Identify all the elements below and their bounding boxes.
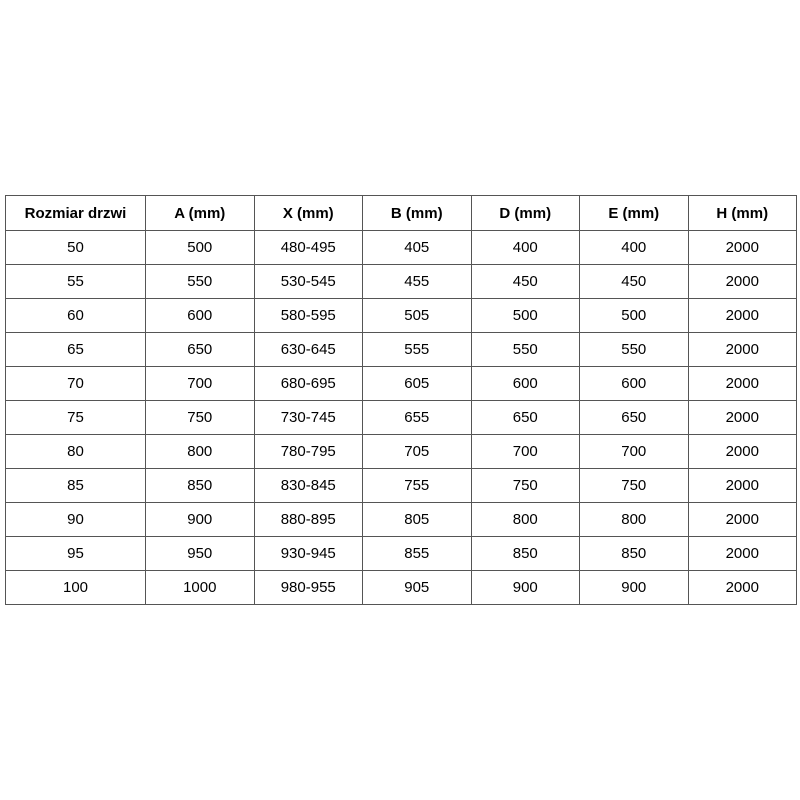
header-row bbox=[6, 196, 797, 231]
dimension-cell: 730-745 bbox=[254, 401, 363, 435]
dimension-cell: 900 bbox=[471, 571, 580, 605]
dimension-cell: 855 bbox=[363, 537, 472, 571]
door-size-cell: 65 bbox=[6, 333, 146, 367]
door-size-cell: 85 bbox=[6, 469, 146, 503]
table-row bbox=[6, 401, 797, 435]
dimension-cell: 705 bbox=[363, 435, 472, 469]
dimension-cell: 805 bbox=[363, 503, 472, 537]
door-size-cell: 70 bbox=[6, 367, 146, 401]
dimension-cell: 600 bbox=[146, 299, 255, 333]
size-table-container bbox=[5, 195, 797, 605]
dimension-cell: 650 bbox=[146, 333, 255, 367]
dimension-cell: 2000 bbox=[688, 469, 797, 503]
dimension-cell: 700 bbox=[580, 435, 689, 469]
header-cell-h-mm: H (mm) bbox=[688, 196, 797, 231]
table-row bbox=[6, 231, 797, 265]
table-row bbox=[6, 265, 797, 299]
table-row bbox=[6, 537, 797, 571]
dimension-cell: 900 bbox=[146, 503, 255, 537]
header-cell-d-mm: D (mm) bbox=[471, 196, 580, 231]
dimension-cell: 2000 bbox=[688, 571, 797, 605]
dimension-cell: 580-595 bbox=[254, 299, 363, 333]
dimension-cell: 650 bbox=[580, 401, 689, 435]
door-size-cell: 95 bbox=[6, 537, 146, 571]
dimension-cell: 450 bbox=[471, 265, 580, 299]
dimension-cell: 2000 bbox=[688, 435, 797, 469]
table-row bbox=[6, 367, 797, 401]
dimension-cell: 850 bbox=[146, 469, 255, 503]
dimension-cell: 550 bbox=[471, 333, 580, 367]
dimension-cell: 750 bbox=[580, 469, 689, 503]
dimension-cell: 630-645 bbox=[254, 333, 363, 367]
door-size-cell: 60 bbox=[6, 299, 146, 333]
dimension-cell: 750 bbox=[146, 401, 255, 435]
dimension-cell: 500 bbox=[580, 299, 689, 333]
door-size-cell: 80 bbox=[6, 435, 146, 469]
table-row bbox=[6, 571, 797, 605]
dimension-cell: 680-695 bbox=[254, 367, 363, 401]
dimension-cell: 505 bbox=[363, 299, 472, 333]
door-size-cell: 90 bbox=[6, 503, 146, 537]
door-size-cell: 75 bbox=[6, 401, 146, 435]
dimension-cell: 880-895 bbox=[254, 503, 363, 537]
table-body bbox=[6, 231, 797, 605]
dimension-cell: 800 bbox=[580, 503, 689, 537]
dimension-cell: 400 bbox=[580, 231, 689, 265]
door-size-cell: 100 bbox=[6, 571, 146, 605]
dimension-cell: 1000 bbox=[146, 571, 255, 605]
dimension-cell: 2000 bbox=[688, 333, 797, 367]
dimension-cell: 405 bbox=[363, 231, 472, 265]
header-cell-a-mm: A (mm) bbox=[146, 196, 255, 231]
dimension-cell: 950 bbox=[146, 537, 255, 571]
dimension-cell: 750 bbox=[471, 469, 580, 503]
header-cell-x-mm: X (mm) bbox=[254, 196, 363, 231]
dimension-cell: 450 bbox=[580, 265, 689, 299]
dimension-cell: 2000 bbox=[688, 231, 797, 265]
dimension-cell: 500 bbox=[146, 231, 255, 265]
dimension-cell: 455 bbox=[363, 265, 472, 299]
dimension-cell: 2000 bbox=[688, 299, 797, 333]
dimension-cell: 480-495 bbox=[254, 231, 363, 265]
dimension-cell: 500 bbox=[471, 299, 580, 333]
dimension-cell: 400 bbox=[471, 231, 580, 265]
dimension-cell: 2000 bbox=[688, 265, 797, 299]
table-header bbox=[6, 196, 797, 231]
dimension-cell: 600 bbox=[580, 367, 689, 401]
door-size-cell: 50 bbox=[6, 231, 146, 265]
dimension-cell: 550 bbox=[146, 265, 255, 299]
table-row bbox=[6, 469, 797, 503]
dimension-cell: 830-845 bbox=[254, 469, 363, 503]
dimension-cell: 700 bbox=[471, 435, 580, 469]
dimension-cell: 2000 bbox=[688, 537, 797, 571]
dimension-cell: 2000 bbox=[688, 367, 797, 401]
header-cell-b-mm: B (mm) bbox=[363, 196, 472, 231]
table-row bbox=[6, 435, 797, 469]
door-size-cell: 55 bbox=[6, 265, 146, 299]
dimension-cell: 530-545 bbox=[254, 265, 363, 299]
dimension-cell: 980-955 bbox=[254, 571, 363, 605]
table-row bbox=[6, 503, 797, 537]
dimension-cell: 930-945 bbox=[254, 537, 363, 571]
dimension-cell: 755 bbox=[363, 469, 472, 503]
dimension-cell: 605 bbox=[363, 367, 472, 401]
dimension-cell: 655 bbox=[363, 401, 472, 435]
dimension-cell: 2000 bbox=[688, 503, 797, 537]
table-row bbox=[6, 333, 797, 367]
table-row bbox=[6, 299, 797, 333]
dimension-cell: 800 bbox=[471, 503, 580, 537]
header-cell-e-mm: E (mm) bbox=[580, 196, 689, 231]
dimension-cell: 905 bbox=[363, 571, 472, 605]
dimension-cell: 600 bbox=[471, 367, 580, 401]
dimension-cell: 700 bbox=[146, 367, 255, 401]
dimension-cell: 650 bbox=[471, 401, 580, 435]
dimension-cell: 900 bbox=[580, 571, 689, 605]
header-cell-rozmiar-drzwi: Rozmiar drzwi bbox=[6, 196, 146, 231]
dimension-cell: 555 bbox=[363, 333, 472, 367]
dimension-cell: 780-795 bbox=[254, 435, 363, 469]
dimension-cell: 850 bbox=[580, 537, 689, 571]
dimension-cell: 2000 bbox=[688, 401, 797, 435]
dimension-cell: 850 bbox=[471, 537, 580, 571]
door-size-table bbox=[5, 195, 797, 605]
dimension-cell: 800 bbox=[146, 435, 255, 469]
dimension-cell: 550 bbox=[580, 333, 689, 367]
